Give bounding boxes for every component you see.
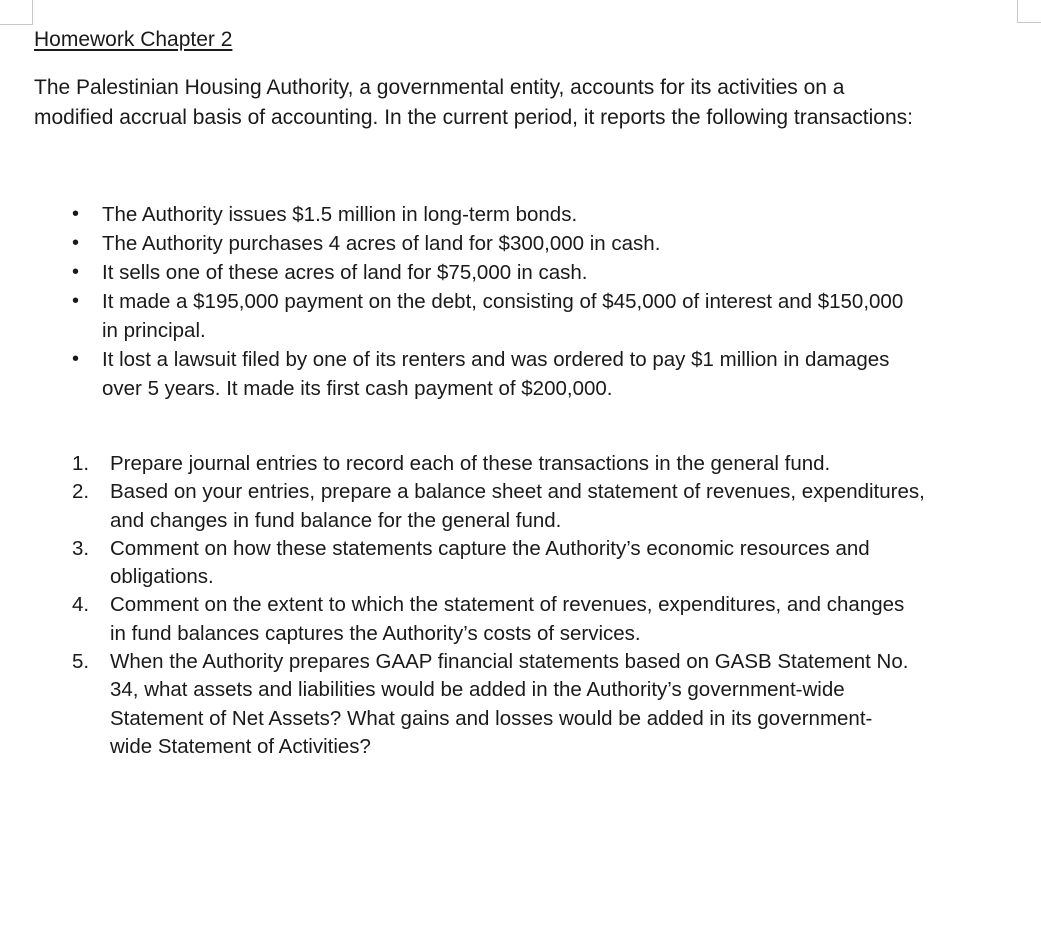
transaction-text: It sells one of these acres of land for $75,000 in cash. — [102, 261, 588, 284]
bullet-icon: • — [72, 232, 80, 254]
intro-paragraph — [34, 73, 1034, 133]
intro-line: modified accrual basis of accounting. In the current period, it reports the following transactions: — [34, 106, 913, 129]
question-item — [72, 478, 1032, 535]
question-number: 2. — [72, 480, 90, 504]
question-text: Based on your entries, prepare a balance sheet and statement of revenues, expenditures, — [110, 480, 925, 504]
bullet-icon: • — [72, 203, 80, 225]
question-text: wide Statement of Activities? — [110, 734, 371, 758]
question-item — [72, 450, 1032, 478]
crop-mark-top-left — [0, 0, 33, 25]
transaction-item — [68, 287, 1028, 345]
question-text: in fund balances captures the Authority’s costs of services. — [110, 621, 641, 645]
transaction-item — [68, 200, 1028, 229]
question-text: When the Authority prepares GAAP financial statements based on GASB Statement No. — [110, 650, 909, 674]
question-text: Comment on how these statements capture the Authority’s economic resources and — [110, 536, 870, 560]
transaction-text: in principal. — [102, 319, 206, 342]
question-text: and changes in fund balance for the general fund. — [110, 508, 562, 532]
bullet-icon: • — [72, 261, 80, 283]
intro-line: The Palestinian Housing Authority, a governmental entity, accounts for its activities on a — [34, 76, 845, 99]
question-number: 5. — [72, 650, 90, 674]
question-item — [72, 648, 1032, 761]
transaction-item — [68, 345, 1028, 403]
question-text: Comment on the extent to which the statement of revenues, expenditures, and changes — [110, 593, 905, 617]
crop-mark-top-right — [1017, 0, 1041, 23]
document-title: Homework Chapter 2 — [34, 28, 233, 51]
question-number: 3. — [72, 536, 90, 560]
transactions-list — [68, 200, 1028, 403]
question-number: 1. — [72, 452, 90, 475]
questions-list — [72, 450, 1032, 761]
transaction-item — [68, 229, 1028, 258]
bullet-icon: • — [72, 348, 80, 370]
transaction-text: It lost a lawsuit filed by one of its renters and was ordered to pay $1 million in damages — [102, 348, 890, 371]
question-item — [72, 591, 1032, 648]
question-text: obligations. — [110, 565, 214, 589]
question-text: Statement of Net Assets? What gains and losses would be added in its government- — [110, 706, 873, 730]
question-item — [72, 535, 1032, 592]
bullet-icon: • — [72, 290, 80, 312]
transaction-item — [68, 258, 1028, 287]
question-text: Prepare journal entries to record each of these transactions in the general fund. — [110, 452, 831, 475]
transaction-text: The Authority purchases 4 acres of land for $300,000 in cash. — [102, 232, 661, 255]
transaction-text: over 5 years. It made its first cash payment of $200,000. — [102, 377, 613, 400]
transaction-text: The Authority issues $1.5 million in long-term bonds. — [102, 203, 578, 226]
transaction-text: It made a $195,000 payment on the debt, consisting of $45,000 of interest and $150,000 — [102, 290, 904, 313]
question-text: 34, what assets and liabilities would be added in the Authority’s government-wide — [110, 678, 845, 702]
question-number: 4. — [72, 593, 90, 617]
